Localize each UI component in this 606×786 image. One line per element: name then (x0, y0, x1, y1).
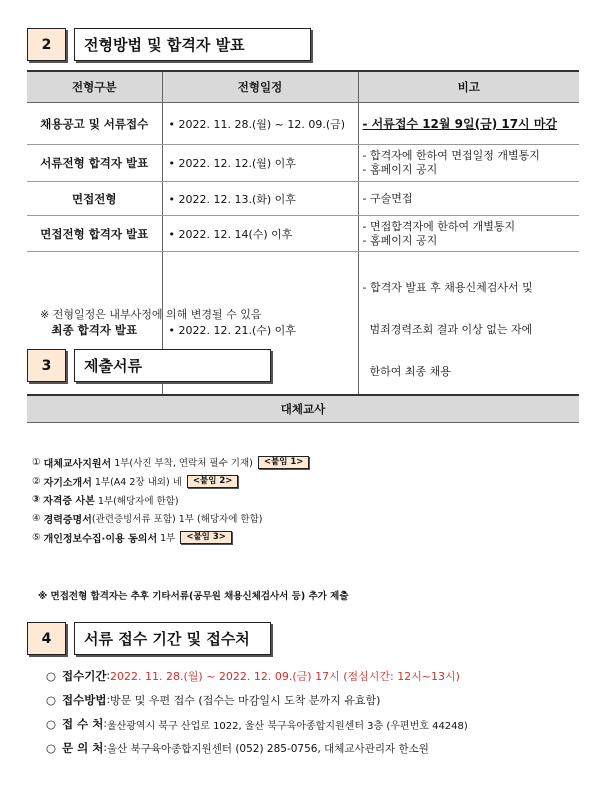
item-number: ② (32, 475, 41, 487)
remark-line: 한하여 최종 채용 (362, 365, 451, 378)
attachment-tag: <붙임 2> (187, 475, 239, 488)
table-row (27, 103, 579, 145)
remark-line: - 합격자 발표 후 채용신체검사서 및 (362, 281, 533, 294)
date-cell: • 2022. 12. 13.(화) 이후 (162, 182, 358, 216)
info-row-method (46, 688, 468, 712)
category-bar: 대체교사 (27, 394, 579, 423)
info-value: 2022. 11. 28.(월) ~ 2022. 12. 09.(금) 17시 (점심시간: 12시~13시) (110, 670, 460, 683)
document-name: 대체교사지원서 (43, 458, 112, 470)
remarks-cell (358, 103, 579, 145)
info-key: 접수기간 (62, 669, 107, 683)
info-value: 울산광역시 북구 산업로 1022, 울산 북구육아종합지원센터 3층 (우편번호 44248) (106, 720, 468, 732)
info-separator: : (103, 742, 107, 754)
circle-bullet-icon: ○ (46, 717, 57, 731)
stage-cell: 서류전형 합격자 발표 (27, 145, 162, 182)
date-cell: • 2022. 11. 28.(월) ~ 12. 09.(금) (162, 103, 358, 145)
document-desc: (관련증빙서류 포함) 1부 (해당자에 한함) (91, 514, 263, 526)
application-info (46, 664, 468, 760)
date-cell: • 2022. 12. 21.(수) 이후 (162, 252, 358, 410)
header-schedule: 전형일정 (162, 71, 358, 103)
item-number: ③ (32, 494, 41, 506)
info-value: 방문 및 우편 접수 (접수는 마감일시 도착 분까지 유효함) (110, 694, 381, 707)
list-item (32, 509, 309, 528)
table-row (27, 252, 579, 410)
table-row (27, 145, 579, 182)
stage-cell: 면접전형 합격자 발표 (27, 216, 162, 252)
remarks-cell (358, 182, 579, 216)
info-separator: : (106, 670, 111, 682)
remarks-cell (358, 216, 579, 252)
info-row-period (46, 664, 468, 688)
item-number: ⑤ (32, 531, 41, 543)
item-number: ④ (32, 512, 41, 524)
remark-line: - 합격자에 한하여 면접일정 개별통지 (362, 149, 540, 162)
header-remarks: 비고 (358, 71, 579, 103)
remarks-cell (358, 145, 579, 182)
list-item (32, 453, 309, 472)
section-2-title: 전형방법 및 합격자 발표 (74, 28, 311, 61)
document-desc: 1부 (160, 533, 176, 545)
list-item (32, 528, 309, 547)
remark-line: - 홈페이지 공지 (362, 233, 438, 247)
section-3-header (27, 349, 271, 382)
circle-bullet-icon: ○ (46, 693, 57, 707)
table-header-row (27, 71, 579, 103)
remark-line: 범죄경력조회 결과 이상 없는 자에 (362, 323, 533, 336)
info-row-contact (46, 736, 468, 760)
stage-cell: 최종 합격자 발표 (27, 252, 162, 410)
documents-footnote: ※ 면접전형 합격자는 추후 기타서류(공무원 채용신체검사서 등) 추가 제출 (38, 591, 349, 602)
document-desc: 1부(사진 부착, 연락처 필수 기재) (114, 458, 253, 470)
document-name: 경력증명서 (43, 514, 92, 526)
circle-bullet-icon: ○ (46, 669, 57, 683)
table-row (27, 182, 579, 216)
remark-line: - 홈페이지 공지 (362, 163, 438, 176)
section-4-number: 4 (27, 622, 66, 655)
section-4-header (27, 622, 271, 655)
schedule-footnote: ※ 전형일정은 내부사정에 의해 변경될 수 있음 (40, 308, 262, 321)
item-number: ① (32, 456, 41, 468)
section-3-title: 제출서류 (74, 349, 271, 382)
document-name: 개인정보수집·이용 동의서 (43, 533, 158, 545)
remark-line: - 구술면접 (362, 191, 413, 205)
section-2-number: 2 (27, 28, 66, 61)
attachment-tag: <붙임 1> (258, 456, 310, 469)
remark-line: - 서류접수 12월 9일(금) 17시 마감 (362, 116, 558, 131)
remark-line: - 면접합격자에 한하여 개별통지 (362, 219, 516, 233)
header-stage: 전형구분 (27, 71, 162, 103)
section-3-number: 3 (27, 349, 66, 382)
info-separator: : (103, 718, 107, 730)
table-row (27, 216, 579, 252)
info-value: 울산 북구육아종합지원센터 (052) 285-0756, 대체교사관리자 한소원 (106, 742, 429, 755)
document-name: 자격증 사본 (43, 496, 95, 508)
document-desc: 1부(해당자에 한함) (97, 495, 179, 507)
document-name: 자기소개서 (43, 477, 92, 489)
date-cell: • 2022. 12. 14(수) 이후 (162, 216, 358, 252)
info-key: 접수방법 (62, 693, 107, 707)
section-4-title: 서류 접수 기간 및 접수처 (74, 622, 271, 655)
document-desc: 1부(A4 2장 내외) 네 (94, 477, 182, 489)
section-2-header (27, 28, 311, 61)
circle-bullet-icon: ○ (46, 741, 57, 755)
remarks-cell (358, 252, 579, 410)
attachment-tag: <붙임 3> (180, 531, 232, 544)
stage-cell: 면접전형 (27, 182, 162, 216)
info-key: 문 의 처 (62, 741, 104, 755)
info-separator: : (106, 694, 111, 706)
list-item (32, 490, 309, 509)
document-list (32, 453, 309, 546)
stage-cell: 채용공고 및 서류접수 (27, 103, 162, 145)
list-item (32, 472, 309, 491)
date-cell: • 2022. 12. 12.(월) 이후 (162, 145, 358, 182)
info-row-place (46, 712, 468, 736)
info-key: 접 수 처 (62, 717, 104, 731)
